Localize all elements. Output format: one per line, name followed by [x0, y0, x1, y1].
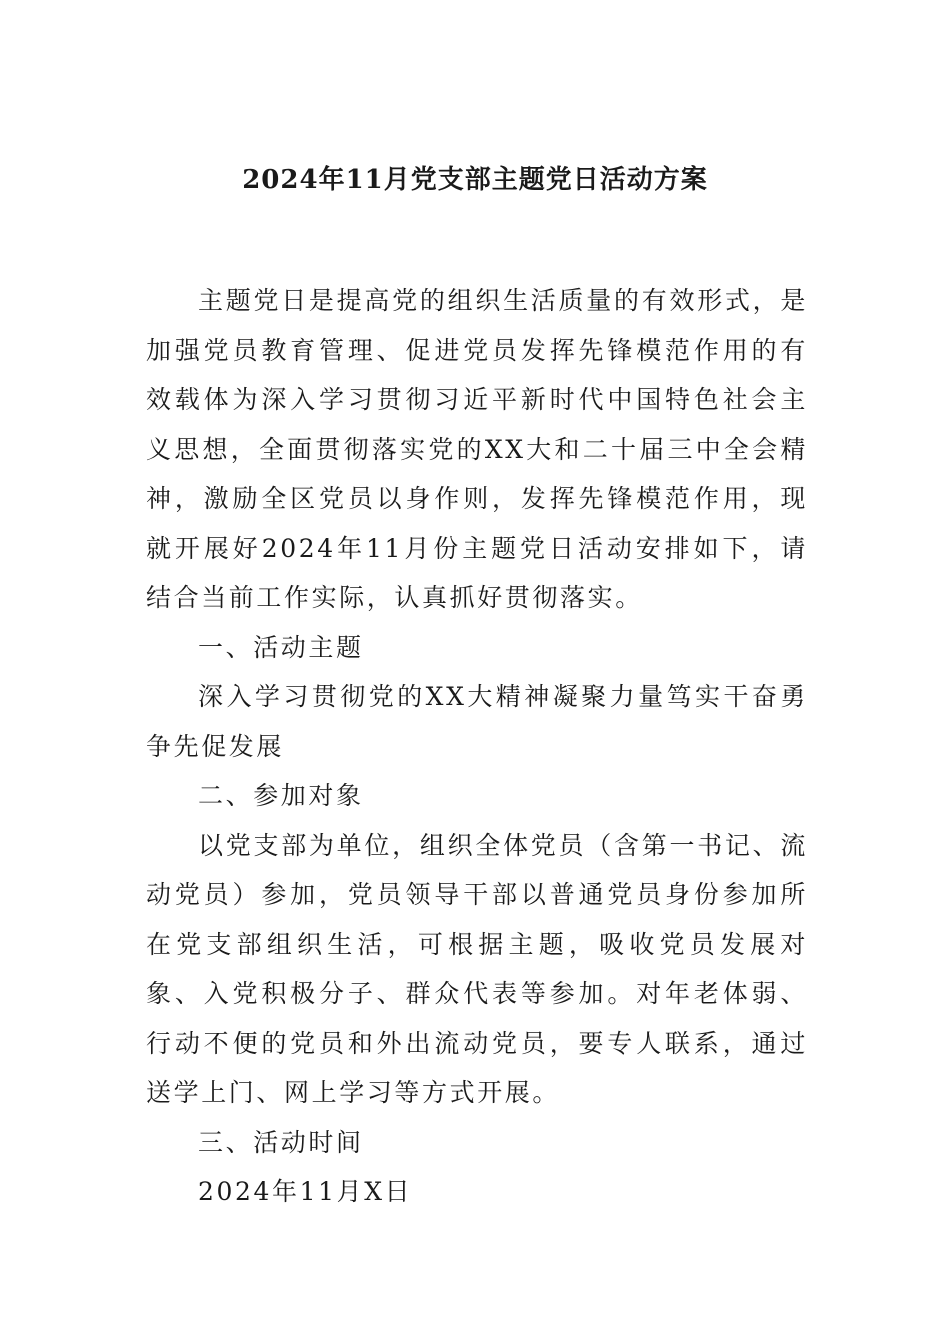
document-body [146, 276, 808, 1217]
section-heading-participants: 二、参加对象 [198, 781, 364, 810]
section-content-time: 2024年11月X日 [198, 1177, 413, 1206]
section-content-participants: 以党支部为单位，组织全体党员（含第一书记、流动党员）参加，党员领导干部以普通党员身份参加所在党支部组织生活，可根据主题，吸收党员发展对象、入党积极分子、群众代表等参加。对年老体弱、行动不便的党员和外出流动党员，要专人联系，通过送学上门、网上学习等方式开展。 [146, 830, 808, 1107]
document-title: 2024年11月党支部主题党日活动方案 [242, 165, 708, 195]
intro-paragraph: 主题党日是提高党的组织生活质量的有效形式，是加强党员教育管理、促进党员发挥先锋模范作用的有效载体为深入学习贯彻习近平新时代中国特色社会主义思想，全面贯彻落实党的XX大和二十届三中全会精神，激励全区党员以身作则，发挥先锋模范作用，现就开展好2024年11月份主题党日活动安排如下，请结合当前工作实际，认真抓好贯彻落实。 [146, 286, 808, 612]
section-content-theme: 深入学习贯彻党的XX大精神凝聚力量笃实干奋勇争先促发展 [146, 682, 808, 761]
section-heading-theme: 一、活动主题 [198, 632, 364, 662]
section-heading-time: 三、活动时间 [198, 1127, 364, 1157]
